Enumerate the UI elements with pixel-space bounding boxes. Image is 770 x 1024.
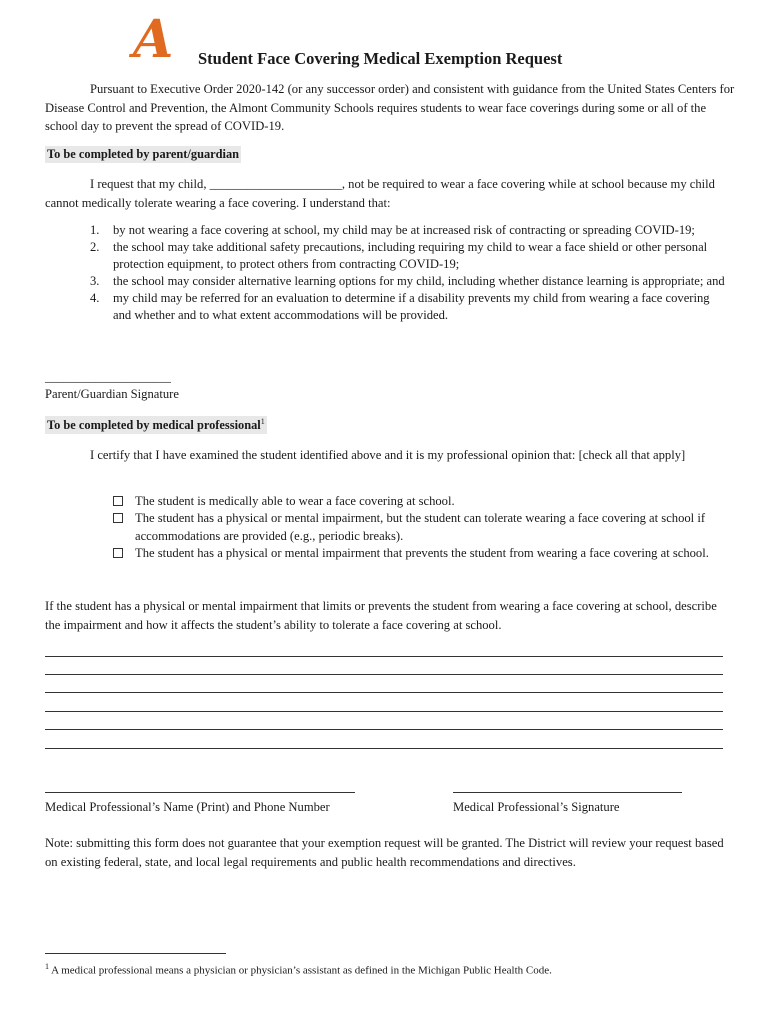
footnote-divider [45, 953, 226, 954]
footnote-reference: 1 [260, 417, 265, 426]
certify-text: I certify that I have examined the student identified above and it is my professional opinion that: [check all that apply] [90, 448, 686, 462]
footnote-mark: 1 [45, 962, 49, 971]
parent-request-text: I request that my child, _____________________, not be required to wear a face covering while at school because my child cannot medically tolerate wearing a face covering. I understand that: [45, 177, 715, 210]
medical-signature-line[interactable] [453, 792, 682, 793]
opinion-option[interactable]: The student has a physical or mental impairment, but the student can tolerate wearing a face covering at school if accommodations are provided (e.g., periodic breaks). [45, 510, 725, 545]
medical-signature-label: Medical Professional’s Signature [453, 800, 620, 814]
checkbox[interactable] [113, 513, 123, 523]
description-line[interactable] [45, 692, 723, 693]
footnote: $^1$ A medical professional means a physician or physician’s assistant as defined in the Michigan Public Health Code. [45, 962, 552, 977]
checkbox[interactable] [113, 548, 123, 558]
page-title: Student Face Covering Medical Exemption Request [198, 49, 563, 68]
describe-text: If the student has a physical or mental impairment that limits or prevents the student from wearing a face covering at school, describe the impairment and how it affects the student’s ability to tolerate a face covering at school. [45, 599, 717, 632]
note-paragraph: Note: submitting this form does not guarantee that your exemption request will be granted. The District will review your request based on existing federal, state, and local legal requirements and public health recommendations and directives. [45, 836, 724, 869]
description-line[interactable] [45, 656, 723, 657]
description-line[interactable] [45, 748, 723, 749]
opinion-option[interactable]: The student has a physical or mental impairment that prevents the student from wearing a face covering at school. [45, 545, 725, 562]
checkbox[interactable] [113, 496, 123, 506]
opinion-option[interactable]: The student is medically able to wear a face covering at school. [45, 493, 725, 510]
description-line[interactable] [45, 711, 723, 712]
medical-section-heading: To be completed by medical professional$^1$ [47, 417, 265, 433]
description-line[interactable] [45, 729, 723, 730]
list-item: 4. my child may be referred for an evaluation to determine if a disability prevents my child from wearing a face covering and whether and to what extent accommodations will be provided. [90, 291, 710, 322]
list-item: 1. by not wearing a face covering at school, my child may be at increased risk of contracting or spreading COVID-19; [90, 223, 695, 237]
description-line[interactable] [45, 674, 723, 675]
list-item: 3. the school may consider alternative learning options for my child, including whether distance learning is appropriate; and [90, 274, 725, 288]
parent-section-heading: To be completed by parent/guardian [47, 147, 240, 161]
school-logo: A [133, 9, 174, 70]
parent-signature-label: Parent/Guardian Signature [45, 387, 179, 401]
medical-name-label: Medical Professional’s Name (Print) and Phone Number [45, 800, 330, 814]
intro-paragraph: Pursuant to Executive Order 2020-142 (or any successor order) and consistent with guidance from the United States Centers for Disease Control and Prevention, the Almont Community Schools requires students to wear face coverings during some or all of the school day to prevent the spread of COVID-19. [45, 82, 735, 133]
acknowledgement-list [45, 222, 725, 324]
opinion-checklist [45, 493, 725, 562]
parent-signature-line[interactable]: ____________________ [45, 370, 171, 384]
list-item: 2. the school may take additional safety precautions, including requiring my child to wear a face shield or other personal protection equipment, to protect others from contracting COVID-19; [90, 240, 708, 271]
medical-name-line[interactable] [45, 792, 355, 793]
